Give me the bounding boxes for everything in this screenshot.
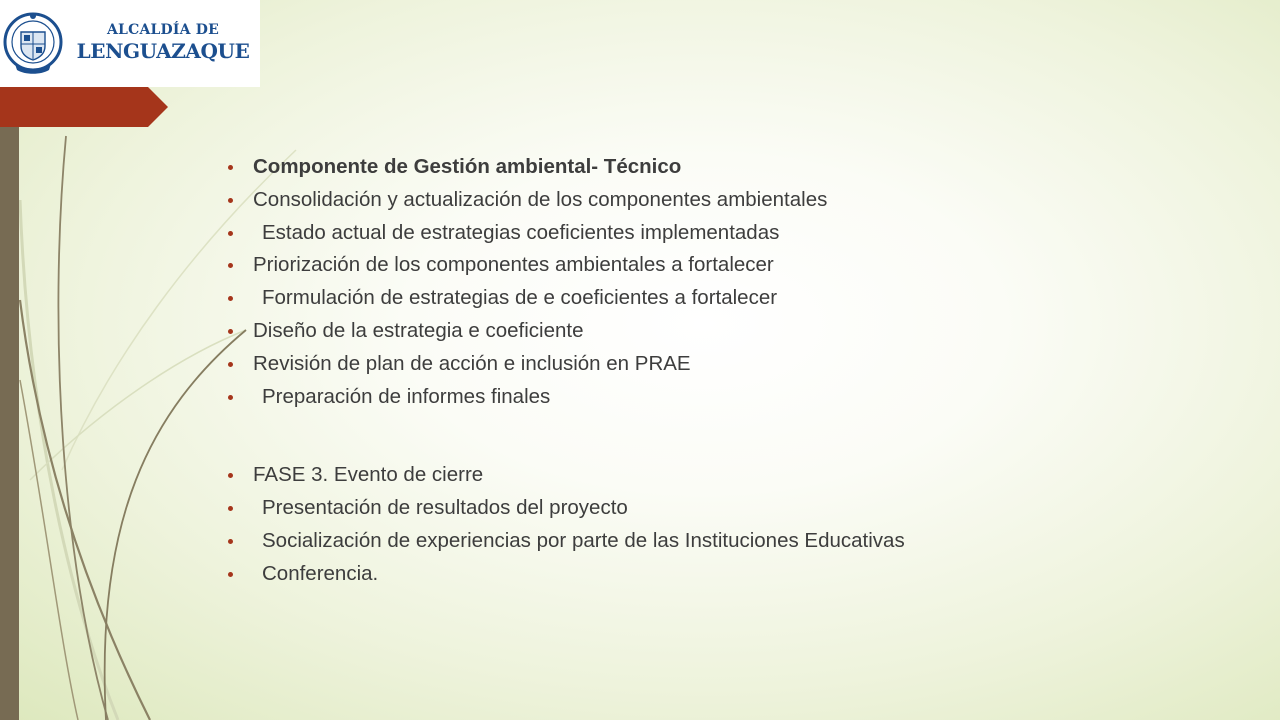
bullet-dot (228, 539, 233, 544)
red-accent-banner (0, 87, 168, 127)
slide-content (224, 151, 1224, 591)
list-item (224, 151, 1224, 184)
bullet-dot (228, 362, 233, 367)
bullet-dot (228, 572, 233, 577)
list-item-text: Presentación de resultados del proyecto (262, 496, 628, 520)
list-item (224, 315, 1224, 348)
municipal-seal-icon (3, 8, 63, 78)
list-item (224, 217, 1224, 250)
bullet-dot (228, 506, 233, 511)
list-item (224, 492, 1224, 525)
list-item-text: Preparación de informes finales (262, 384, 551, 408)
bullet-dot (228, 473, 233, 478)
bullet-dot (228, 329, 233, 334)
bullet-dot (228, 198, 233, 203)
list-item-text: Conferencia. (262, 561, 379, 585)
list-item-text: Componente de Gestión ambiental- Técnico (253, 155, 682, 178)
list-item-text: Priorización de los componentes ambientales a fortalecer (253, 253, 774, 277)
bullet-dot (228, 165, 233, 170)
list-item-text: Diseño de la estrategia e coeficiente (253, 318, 584, 342)
list-item-text: Revisión de plan de acción e inclusión en PRAE (253, 351, 691, 375)
bullet-list-tasks (224, 151, 1224, 413)
list-item-text: Estado actual de estrategias coeficientes implementadas (262, 220, 780, 244)
list-item (224, 184, 1224, 217)
list-item-text: FASE 3. Evento de cierre (253, 463, 484, 487)
list-item-text: Consolidación y actualización de los componentes ambientales (253, 187, 828, 211)
list-item (224, 282, 1224, 315)
logo-wordmark (66, 22, 260, 63)
list-item (224, 348, 1224, 381)
logo-line-2: LENGUAZAQUE (76, 39, 250, 63)
list-spacer (224, 413, 1224, 459)
list-item (224, 525, 1224, 558)
bullet-dot (228, 395, 233, 400)
list-item (224, 381, 1224, 414)
municipality-logo (0, 0, 260, 87)
bullet-dot (228, 296, 233, 301)
list-item (224, 459, 1224, 492)
list-item-text: Socialización de experiencias por parte de las Instituciones Educativas (262, 528, 905, 552)
bullet-dot (228, 231, 233, 236)
left-accent-bar (0, 127, 19, 720)
logo-line-1: ALCALDÍA DE (107, 22, 219, 38)
list-item (224, 558, 1224, 591)
bullet-dot (228, 263, 233, 268)
bullet-list-phase-3 (224, 459, 1224, 590)
list-item (224, 249, 1224, 282)
list-item-text: Formulación de estrategias de e coeficientes a fortalecer (262, 286, 778, 310)
